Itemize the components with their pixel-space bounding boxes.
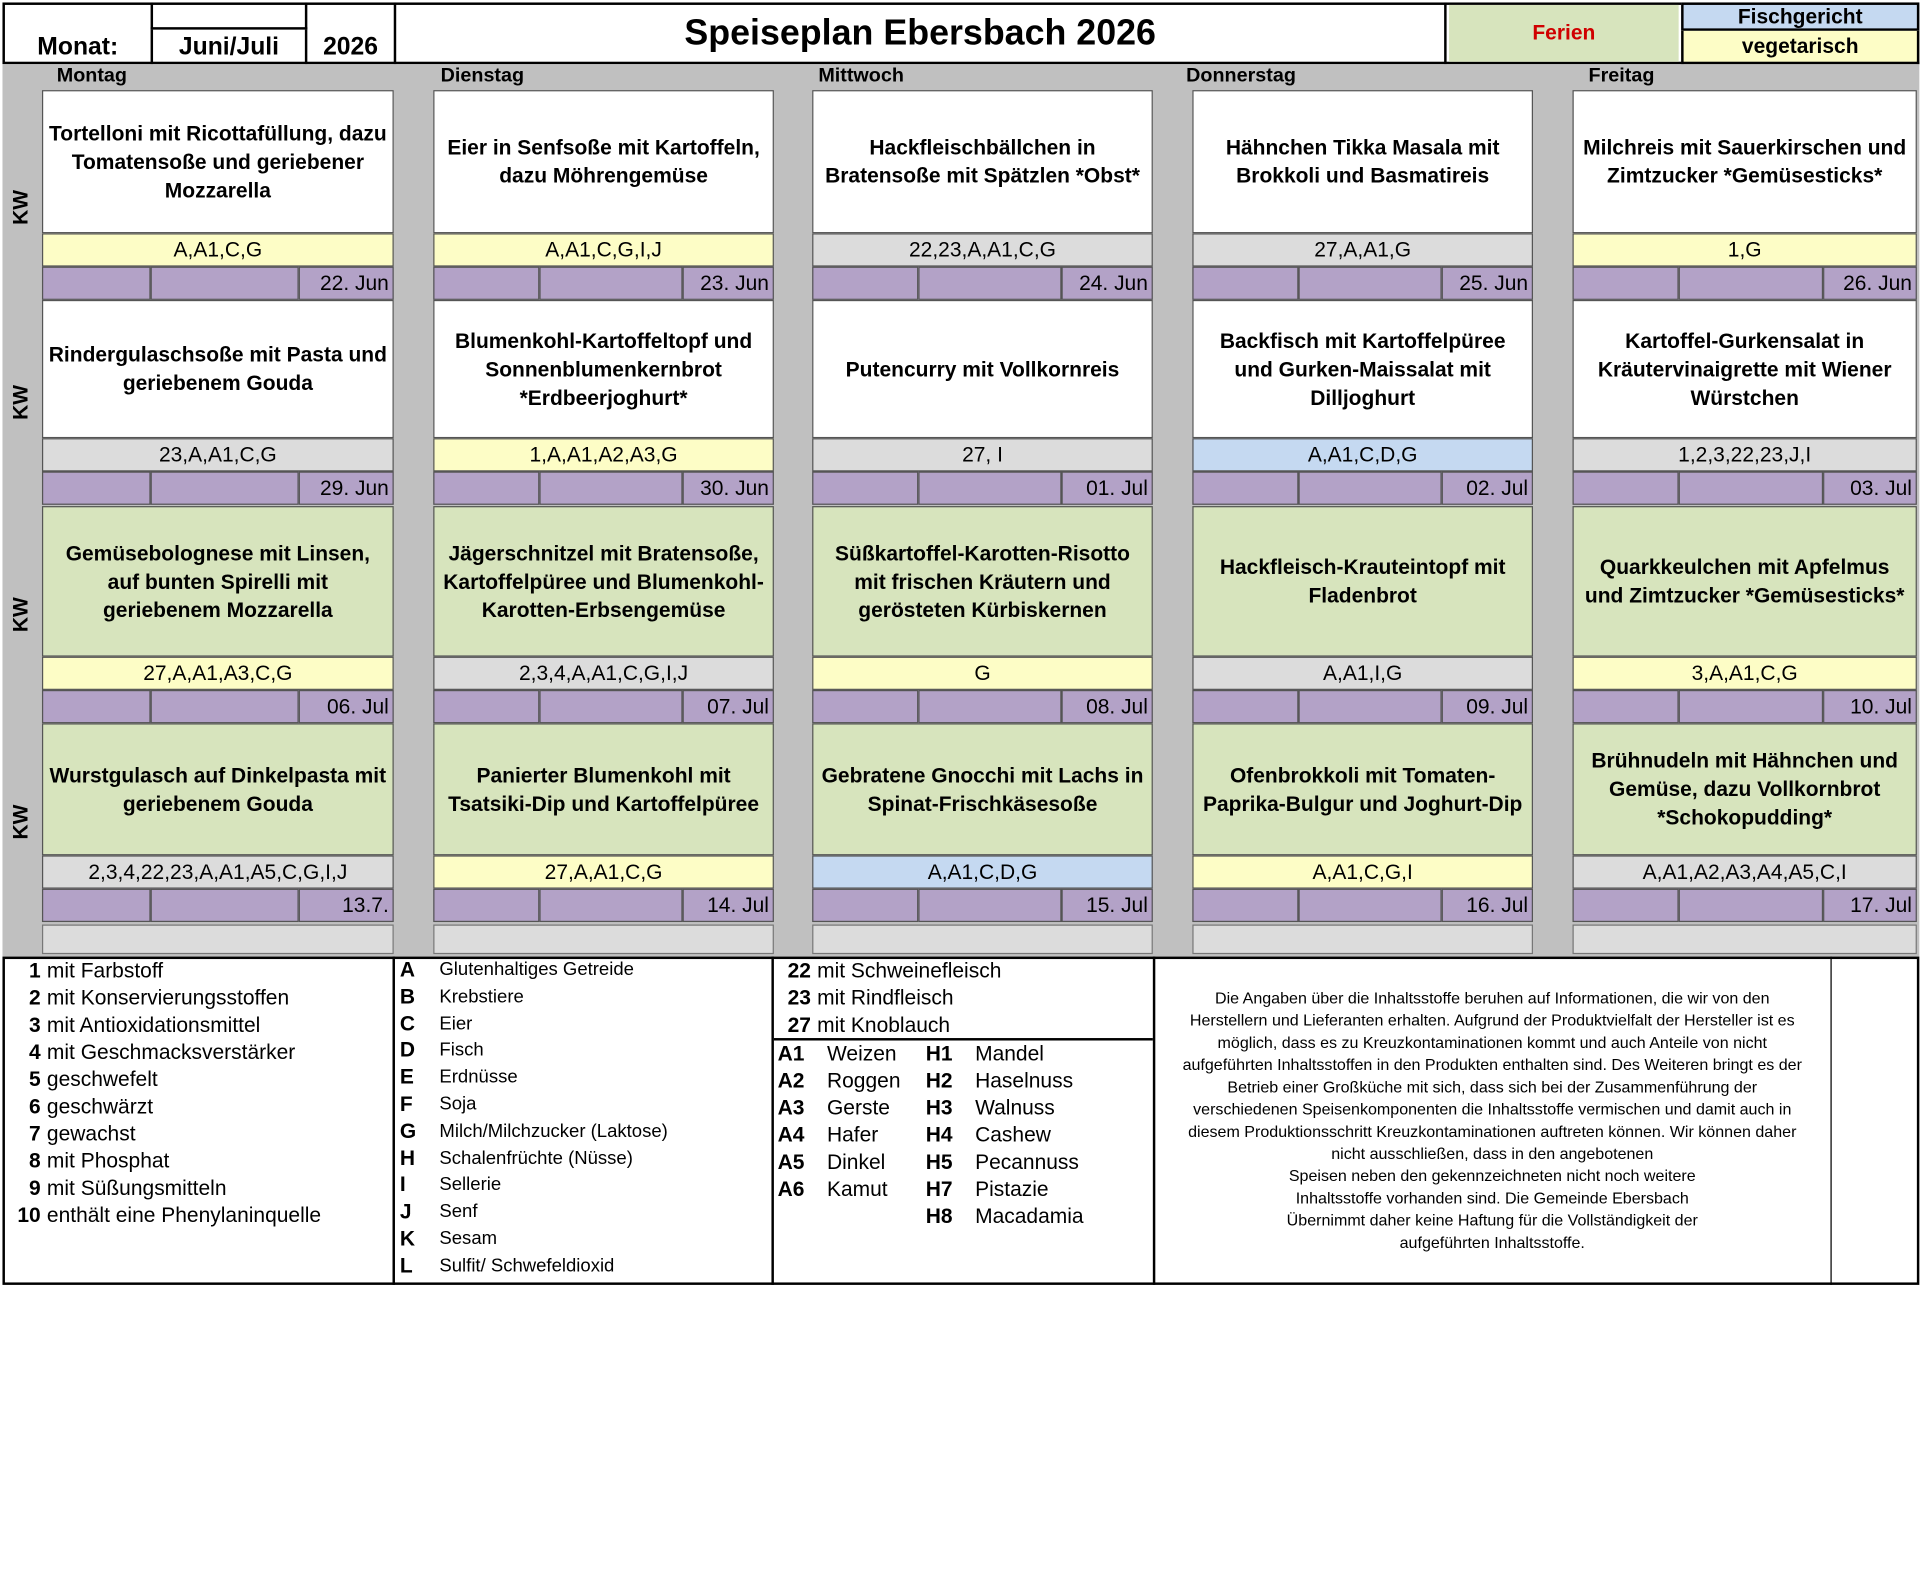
legend-row [10, 1175, 386, 1202]
meal-name: Hähnchen Tikka Masala mit Brokkoli und Basmatireis [1192, 90, 1533, 233]
empty-row-cell [433, 924, 774, 954]
meal-name: Wurstgulasch auf Dinkelpasta mit geriebenem Gouda [42, 723, 394, 855]
legend-text: Walnuss [975, 1096, 1055, 1120]
date-bar-cell [1192, 889, 1298, 922]
legend-code: H1 [925, 1041, 953, 1066]
legend-row [397, 1118, 767, 1145]
day-name: Dienstag [440, 65, 525, 87]
disclaimer-line: Betrieb einer Großküche mit sich, dass sich bei der Zusammenführung der [1227, 1077, 1758, 1097]
legend-row [397, 983, 767, 1010]
empty-row-cell [812, 924, 1153, 954]
legend-text: Milch/Milchzucker (Laktose) [439, 1120, 668, 1142]
meal-name: Jägerschnitzel mit Bratensoße, Kartoffelpüree und Blumenkohl-Karotten-Erbsengemüse [433, 506, 774, 657]
legend-row [926, 1176, 1148, 1203]
date-bar-cell [539, 267, 682, 300]
legend-vegetarian: vegetarisch [1681, 31, 1919, 64]
legend-row [780, 985, 1148, 1012]
legend-text: mit Phosphat [46, 1149, 170, 1173]
allergen-codes: 22,23,A,A1,C,G [812, 233, 1153, 266]
date-bar-cell [1679, 690, 1823, 723]
week-label [2, 506, 39, 722]
date-bar-cell [918, 690, 1061, 723]
date-bar-cell [151, 472, 299, 505]
allergen-codes: A,A1,C,D,G [812, 855, 1153, 888]
meal-name: Blumenkohl-Kartoffeltopf und Sonnenblumenkernbrot *Erdbeerjoghurt* [433, 300, 774, 438]
legend-allergens [397, 957, 767, 1280]
date-bar-cell [433, 267, 539, 300]
meal-date: 07. Jul [683, 690, 774, 723]
disclaimer-line: Die Angaben über die Inhaltsstoffe beruhen auf Informationen, die wir von den [1214, 988, 1770, 1008]
legend-text: Cashew [975, 1123, 1051, 1147]
legend-code: H [399, 1146, 416, 1170]
legend-code: 4 [29, 1040, 41, 1064]
legend-code: 3 [29, 1013, 41, 1037]
legend-text: mit Süßungsmitteln [46, 1176, 227, 1200]
menu-grid-inner [2, 64, 1919, 956]
legend-text: Schalenfrüchte (Nüsse) [439, 1147, 633, 1169]
meal-date: 22. Jun [299, 267, 394, 300]
date-bar-cell [1679, 267, 1823, 300]
legend-nuts [926, 1041, 1148, 1231]
legend-code: H3 [925, 1096, 953, 1120]
date-bar-cell [812, 472, 918, 505]
legend-code: 23 [787, 986, 811, 1010]
date-bar-cell [1192, 690, 1298, 723]
legend-row [10, 958, 386, 985]
meal-name: Hackfleischbällchen in Bratensoße mit Spätzlen *Obst* [812, 90, 1153, 233]
week-label-text: KW [8, 384, 33, 420]
date-bar-cell [812, 690, 918, 723]
legend-row [397, 1037, 767, 1064]
week-label-text: KW [8, 189, 33, 225]
meal-date: 24. Jun [1061, 267, 1152, 300]
legend-text: Kamut [826, 1177, 888, 1201]
legend-row [926, 1149, 1148, 1176]
date-bar-cell [1572, 267, 1678, 300]
legend-text: Senf [439, 1201, 478, 1223]
legend-text: Macadamia [975, 1204, 1084, 1229]
meal-name: Milchreis mit Sauerkirschen und Zimtzucker *Gemüsesticks* [1572, 90, 1916, 233]
meal-date: 15. Jul [1061, 889, 1152, 922]
allergen-codes: A,A1,C,D,G [1192, 438, 1533, 471]
year-value: 2026 [323, 32, 379, 60]
meal-name: Ofenbrokkoli mit Tomaten-Paprika-Bulgur und Joghurt-Dip [1192, 723, 1533, 855]
legend-row [778, 1149, 926, 1176]
date-bar-cell [918, 267, 1061, 300]
legend-row [926, 1068, 1148, 1095]
legend-text: enthält eine Phenylaninquelle [46, 1203, 322, 1227]
allergen-codes: A,A1,A2,A3,A4,A5,C,I [1572, 855, 1916, 888]
meal-date: 03. Jul [1823, 472, 1917, 505]
empty-row-cell [42, 924, 394, 954]
date-bar-cell [918, 889, 1061, 922]
disclaimer-line: Herstellern und Lieferanten erhalten. Aufgrund der Produktvielfalt der Hersteller ist es [1189, 1010, 1795, 1030]
legend-row [926, 1203, 1148, 1230]
legend-row [10, 1094, 386, 1121]
legend-text: Erdnüsse [439, 1066, 518, 1088]
legend-row [397, 1064, 767, 1091]
footer-divider-2 [771, 957, 773, 1285]
legend-row [926, 1041, 1148, 1068]
day-name: Montag [56, 65, 127, 87]
legend-text: mit Farbstoff [46, 959, 164, 983]
legend-code: L [399, 1253, 413, 1278]
meal-date: 08. Jul [1061, 690, 1152, 723]
empty-row-cell [1572, 924, 1916, 954]
meal-date: 09. Jul [1442, 690, 1533, 723]
meal-date: 02. Jul [1442, 472, 1533, 505]
legend-row [397, 1010, 767, 1037]
legend-row [10, 1012, 386, 1039]
meal-date: 14. Jul [683, 889, 774, 922]
day-name: Donnerstag [1186, 65, 1296, 87]
meal-date: 01. Jul [1061, 472, 1152, 505]
legend-text: Pistazie [975, 1177, 1049, 1201]
legend-code: A2 [777, 1068, 805, 1093]
allergen-codes: 2,3,4,22,23,A,A1,A5,C,G,I,J [42, 855, 394, 888]
date-bar-cell [151, 889, 299, 922]
meal-name: Brühnudeln mit Hähnchen und Gemüse, dazu Vollkornbrot *Schokopudding* [1572, 723, 1916, 855]
legend-text: Dinkel [826, 1150, 886, 1174]
date-bar-cell [812, 889, 918, 922]
legend-row [397, 1091, 767, 1118]
disclaimer-line: Speisen neben den gekennzeichneten nicht noch weitere [1288, 1166, 1696, 1185]
disclaimer-line: Inhaltsstoffe vorhanden sind. Die Gemeinde Ebersbach [1295, 1188, 1689, 1208]
legend-row [397, 957, 767, 984]
date-bar-cell [42, 267, 151, 300]
date-bar-cell [42, 889, 151, 922]
month-value: Juni/Juli [151, 30, 308, 65]
meal-date: 06. Jul [299, 690, 394, 723]
disclaimer-line: aufgeführten Inhaltsstoffen in den Produkten enthalten sind. Des Weiteren bringt es der [1182, 1055, 1802, 1074]
meal-name: Hackfleisch-Krauteintopf mit Fladenbrot [1192, 506, 1533, 657]
allergen-codes: 27,A,A1,G [1192, 233, 1533, 266]
allergen-codes: 1,2,3,22,23,J,I [1572, 438, 1916, 471]
date-bar-cell [433, 690, 539, 723]
legend-text: geschwefelt [46, 1067, 158, 1092]
meal-date: 29. Jun [299, 472, 394, 505]
legend-row [10, 985, 386, 1012]
legend-row [778, 1095, 926, 1122]
disclaimer-line: möglich, dass es zu Kreuzkontaminationen kommt und auch Anteile von nicht [1217, 1033, 1767, 1052]
meal-date: 30. Jun [683, 472, 774, 505]
meal-name: Gemüsebolognese mit Linsen, auf bunten Spirelli mit geriebenem Mozzarella [42, 506, 394, 657]
legend-text: Fisch [439, 1039, 484, 1061]
legend-text: Roggen [826, 1068, 901, 1093]
legend-code: A1 [777, 1041, 805, 1066]
legend-code: F [399, 1092, 413, 1116]
legend-code: E [399, 1065, 414, 1089]
legend-code: H8 [925, 1204, 953, 1229]
legend-code: 22 [787, 959, 811, 983]
disclaimer-line: diesem Produktionsschritt Kreuzkontaminationen auftreten können. Wir können daher [1188, 1121, 1797, 1141]
legend-code: 2 [29, 986, 41, 1010]
legend-row [780, 1012, 1148, 1039]
legend-text: Eier [439, 1012, 473, 1034]
legend-meat [780, 958, 1148, 1039]
disclaimer-line: aufgeführten Inhaltsstoffe. [1399, 1233, 1585, 1252]
disclaimer-text [1155, 987, 1829, 1254]
legend-row [778, 1176, 926, 1203]
legend-code: D [399, 1038, 416, 1062]
legend-text: Sellerie [439, 1174, 502, 1196]
allergen-codes: 1,A,A1,A2,A3,G [433, 438, 774, 471]
meal-name: Rindergulaschsoße mit Pasta und geriebenem Gouda [42, 300, 394, 438]
day-name: Mittwoch [818, 65, 904, 87]
legend-code: 27 [787, 1013, 811, 1037]
date-bar-cell [539, 472, 682, 505]
allergen-codes: 23,A,A1,C,G [42, 438, 394, 471]
legend-code: C [399, 1011, 416, 1036]
allergen-codes: 1,G [1572, 233, 1916, 266]
month-top-cell [151, 2, 308, 29]
allergen-codes: 3,A,A1,C,G [1572, 657, 1916, 690]
date-bar-cell [1298, 690, 1441, 723]
date-bar-cell [42, 690, 151, 723]
legend-code: 7 [29, 1121, 41, 1146]
date-bar-cell [812, 267, 918, 300]
legend-code: A5 [777, 1150, 805, 1174]
legend-row [926, 1095, 1148, 1122]
allergen-codes: 2,3,4,A,A1,C,G,I,J [433, 657, 774, 690]
meal-name: Backfisch mit Kartoffelpüree und Gurken-Maissalat mit Dilljoghurt [1192, 300, 1533, 438]
legend-row [10, 1121, 386, 1148]
week-label-text: KW [8, 596, 33, 632]
legend-fish: Fischgericht [1681, 2, 1919, 30]
date-bar-cell [1679, 889, 1823, 922]
legend-text: Haselnuss [975, 1068, 1074, 1093]
legend-text: Glutenhaltiges Getreide [439, 959, 634, 981]
allergen-codes: 27, I [812, 438, 1153, 471]
legend-code: 6 [29, 1094, 41, 1119]
legend-row [926, 1122, 1148, 1149]
date-bar-cell [1192, 267, 1298, 300]
date-bar-cell [539, 690, 682, 723]
legend-text: mit Geschmacksverstärker [46, 1040, 296, 1064]
legend-row [397, 1145, 767, 1172]
legend-code: 10 [17, 1203, 41, 1227]
date-bar-cell [1192, 472, 1298, 505]
allergen-codes: 27,A,A1,C,G [433, 855, 774, 888]
legend-code: K [399, 1226, 416, 1251]
meal-name: Tortelloni mit Ricottafüllung, dazu Tomatensoße und geriebener Mozzarella [42, 90, 394, 233]
legend-code: G [399, 1119, 417, 1143]
legend-row [10, 1066, 386, 1093]
disclaimer-line: Übernimmt daher keine Haftung für die Vollständigkeit der [1286, 1210, 1698, 1230]
legend-text: Sesam [439, 1228, 498, 1250]
legend-text: Hafer [826, 1123, 879, 1147]
meal-name: Panierter Blumenkohl mit Tsatsiki-Dip und Kartoffelpüree [433, 723, 774, 855]
meal-name: Süßkartoffel-Karotten-Risotto mit frischen Kräutern und gerösteten Kürbiskernen [812, 506, 1153, 657]
legend-code: A6 [777, 1177, 805, 1201]
legend-text: geschwärzt [46, 1094, 154, 1119]
legend-row [778, 1068, 926, 1095]
legend-text: mit Knoblauch [817, 1013, 951, 1037]
meal-name: Kartoffel-Gurkensalat in Kräutervinaigrette mit Wiener Würstchen [1572, 300, 1916, 438]
legend-holiday: Ferien [1449, 5, 1679, 62]
meal-name: Quarkkeulchen mit Apfelmus und Zimtzucker *Gemüsesticks* [1572, 506, 1916, 657]
meal-name: Gebratene Gnocchi mit Lachs in Spinat-Frischkäsesoße [812, 723, 1153, 855]
meal-date: 10. Jul [1823, 690, 1917, 723]
week-label [2, 300, 39, 504]
legend-row [397, 1253, 767, 1280]
meal-name: Putencurry mit Vollkornreis [812, 300, 1153, 438]
footer-divider-5 [1830, 957, 1831, 1285]
legend-text: Gerste [826, 1096, 890, 1120]
legend-row [778, 1041, 926, 1068]
legend-text: gewachst [46, 1121, 136, 1146]
legend-code: 5 [29, 1067, 41, 1092]
date-bar-cell [1679, 472, 1823, 505]
legend-code: H5 [925, 1150, 953, 1174]
legend-row [10, 1202, 386, 1229]
date-bar-cell [1572, 889, 1678, 922]
footer-divider-1 [393, 957, 395, 1285]
legend-code: 8 [29, 1149, 41, 1173]
allergen-codes: A,A1,C,G [42, 233, 394, 266]
legend-code: H7 [925, 1177, 953, 1201]
month-label: Monat: [37, 32, 119, 60]
date-bar-cell [433, 889, 539, 922]
allergen-codes: 27,A,A1,A3,C,G [42, 657, 394, 690]
date-bar-cell [1298, 267, 1441, 300]
date-bar-cell [151, 690, 299, 723]
day-name: Freitag [1588, 65, 1655, 87]
legend-code: H4 [925, 1123, 953, 1147]
legend-row [778, 1122, 926, 1149]
legend-code: I [399, 1173, 406, 1197]
legend-code: A4 [777, 1123, 805, 1147]
empty-row-cell [1192, 924, 1533, 954]
allergen-codes: A,A1,C,G,I,J [433, 233, 774, 266]
legend-grains [778, 1041, 926, 1204]
legend-code: H2 [925, 1068, 953, 1093]
meal-name: Eier in Senfsoße mit Kartoffeln, dazu Möhrengemüse [433, 90, 774, 233]
date-bar-cell [42, 472, 151, 505]
meal-date: 16. Jul [1442, 889, 1533, 922]
legend-text: Soja [439, 1093, 477, 1115]
legend-row [10, 1148, 386, 1175]
legend-code: A3 [777, 1096, 805, 1120]
legend-text: Sulfit/ Schwefeldioxid [439, 1254, 615, 1276]
date-bar-cell [918, 472, 1061, 505]
legend-code: B [399, 984, 416, 1009]
date-bar-cell [539, 889, 682, 922]
legend-text: Weizen [826, 1041, 897, 1066]
legend-code: J [399, 1199, 412, 1224]
disclaimer-line: nicht ausschließen, dass in den angebotenen [1331, 1144, 1654, 1163]
meal-date: 26. Jun [1823, 267, 1917, 300]
meal-date: 17. Jul [1823, 889, 1917, 922]
allergen-codes: G [812, 657, 1153, 690]
legend-text: Pecannuss [975, 1150, 1079, 1174]
legend-text: mit Schweinefleisch [817, 959, 1002, 983]
date-bar-cell [1572, 690, 1678, 723]
week-label [2, 723, 39, 920]
date-bar-cell [433, 472, 539, 505]
legend-text: mit Konservierungsstoffen [46, 986, 290, 1010]
legend-additives [10, 958, 386, 1230]
legend-row [780, 958, 1148, 985]
meal-date: 13.7. [299, 889, 394, 922]
meal-date: 23. Jun [683, 267, 774, 300]
legend-row [397, 1226, 767, 1253]
legend-row [397, 1199, 767, 1226]
date-bar-cell [1572, 472, 1678, 505]
legend-text: mit Antioxidationsmittel [46, 1013, 261, 1037]
legend-text: Krebstiere [439, 985, 524, 1007]
legend-row [10, 1039, 386, 1066]
allergen-codes: A,A1,I,G [1192, 657, 1533, 690]
disclaimer-line: verschiedenen Speisenkomponenten die Inhaltsstoffe vermischen und damit auch in [1193, 1099, 1792, 1119]
date-bar-cell [1298, 472, 1441, 505]
week-label [2, 90, 39, 325]
page-title: Speiseplan Ebersbach 2026 [394, 2, 1447, 64]
date-bar-cell [151, 267, 299, 300]
menu-grid [2, 64, 1919, 956]
meal-date: 25. Jun [1442, 267, 1533, 300]
legend-code: A [399, 957, 416, 982]
legend-row [397, 1172, 767, 1199]
allergen-codes: A,A1,C,G,I [1192, 855, 1533, 888]
date-bar-cell [1298, 889, 1441, 922]
legend-text: mit Rindfleisch [817, 986, 954, 1010]
legend-code: 1 [29, 959, 41, 983]
week-label-text: KW [8, 804, 33, 840]
legend-code: 9 [29, 1176, 41, 1200]
legend-text: Mandel [975, 1041, 1044, 1066]
